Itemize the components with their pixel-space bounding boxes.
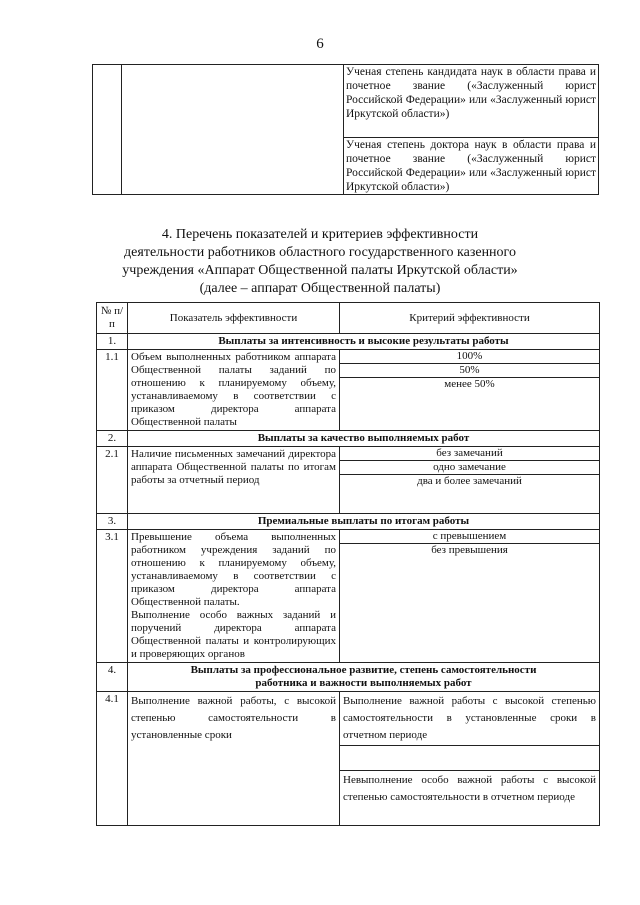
criterion-gap	[340, 746, 599, 771]
group-row	[97, 663, 600, 692]
continued-criteria-table	[92, 64, 599, 195]
criteria-cell	[340, 350, 600, 431]
header-criterion: Критерий эффективности	[340, 303, 600, 334]
group-title: Выплаты за интенсивность и высокие результаты работы	[128, 334, 600, 350]
table-row	[97, 350, 600, 431]
table-row	[97, 530, 600, 663]
group-title-line: Выплаты за профессиональное развитие, степень самостоятельности	[190, 664, 537, 676]
section-title-line: (далее – аппарат Общественной палаты)	[199, 281, 441, 296]
indicator-text: Наличие письменных замечаний директора аппарата Общественной палаты по итогам работы за отчетный период	[128, 447, 340, 514]
criterion-item: Выполнение важной работы с высокой степенью самостоятельности в установленные сроки в отчетном периоде	[340, 692, 599, 746]
row-num: 3.1	[97, 530, 128, 663]
group-row	[97, 514, 600, 530]
indicator-paragraph: Превышение объема выполненных работником учреждения заданий по отношению к планируемому объему, устанавливаемому в соответствии с приказом директора аппарата Общественной палаты.	[131, 531, 336, 608]
criterion-item: 50%	[340, 364, 599, 378]
row-num: 1.1	[97, 350, 128, 431]
group-num: 4.	[97, 663, 128, 692]
criterion-item: два и более замечаний	[417, 475, 522, 487]
header-indicator: Показатель эффективности	[128, 303, 340, 334]
indicator-text: Выполнение важной работы, с высокой степенью самостоятельности в установленные сроки	[128, 692, 340, 826]
criterion-item: одно замечание	[340, 461, 599, 475]
indicator-paragraph: Выполнение особо важных заданий и поручений директора аппарата Общественной палаты и контролирующих и проверяющих органов	[131, 609, 336, 660]
page-number: 6	[316, 36, 324, 52]
criterion-cell: Ученая степень кандидата наук в области права и почетное звание («Заслуженный юрист Российской Федерации» или «Заслуженный юрист Иркутской области»)	[344, 65, 599, 138]
criterion-cell: Ученая степень доктора наук в области права и почетное звание («Заслуженный юрист Российской Федерации» или «Заслуженный юрист Иркутской области»)	[344, 138, 599, 195]
criterion-item: менее 50%	[444, 378, 495, 390]
indicator-text	[128, 530, 340, 663]
table-row	[97, 692, 600, 826]
criteria-cell	[340, 692, 600, 826]
criterion-item: без превышения	[431, 544, 508, 556]
group-row	[97, 431, 600, 447]
section-title-line: деятельности работников областного государственного казенного	[124, 245, 516, 260]
section-title-line: 4. Перечень показателей и критериев эффективности	[161, 227, 479, 242]
group-num: 1.	[97, 334, 128, 350]
table-row	[93, 65, 599, 138]
section-title-line: учреждения «Аппарат Общественной палаты Иркутской области»	[122, 263, 518, 278]
row-num: 4.1	[97, 692, 128, 826]
criterion-item: без замечаний	[340, 447, 599, 461]
group-title	[128, 663, 600, 692]
section-title	[0, 226, 640, 298]
group-title: Выплаты за качество выполняемых работ	[128, 431, 600, 447]
criteria-cell	[340, 530, 600, 663]
criteria-cell	[340, 447, 600, 514]
indicator-cell	[122, 65, 344, 195]
group-title: Премиальные выплаты по итогам работы	[128, 514, 600, 530]
header-row	[97, 303, 600, 334]
group-title-line: работника и важности выполняемых работ	[255, 677, 472, 689]
row-num: 2.1	[97, 447, 128, 514]
criterion-item: с превышением	[340, 530, 599, 544]
number-cell	[93, 65, 122, 195]
indicator-text: Объем выполненных работником аппарата Общественной палаты заданий по отношению к планируемому объему, устанавливаемому в соответствии с приказом директора аппарата Общественной палаты	[128, 350, 340, 431]
criterion-item: Невыполнение особо важной работы с высокой степенью самостоятельности в отчетном периоде	[343, 774, 596, 803]
group-row	[97, 334, 600, 350]
efficiency-criteria-table	[96, 302, 600, 826]
header-num: № п/п	[97, 303, 128, 334]
table-row	[97, 447, 600, 514]
group-num: 3.	[97, 514, 128, 530]
group-num: 2.	[97, 431, 128, 447]
criterion-item: 100%	[340, 350, 599, 364]
